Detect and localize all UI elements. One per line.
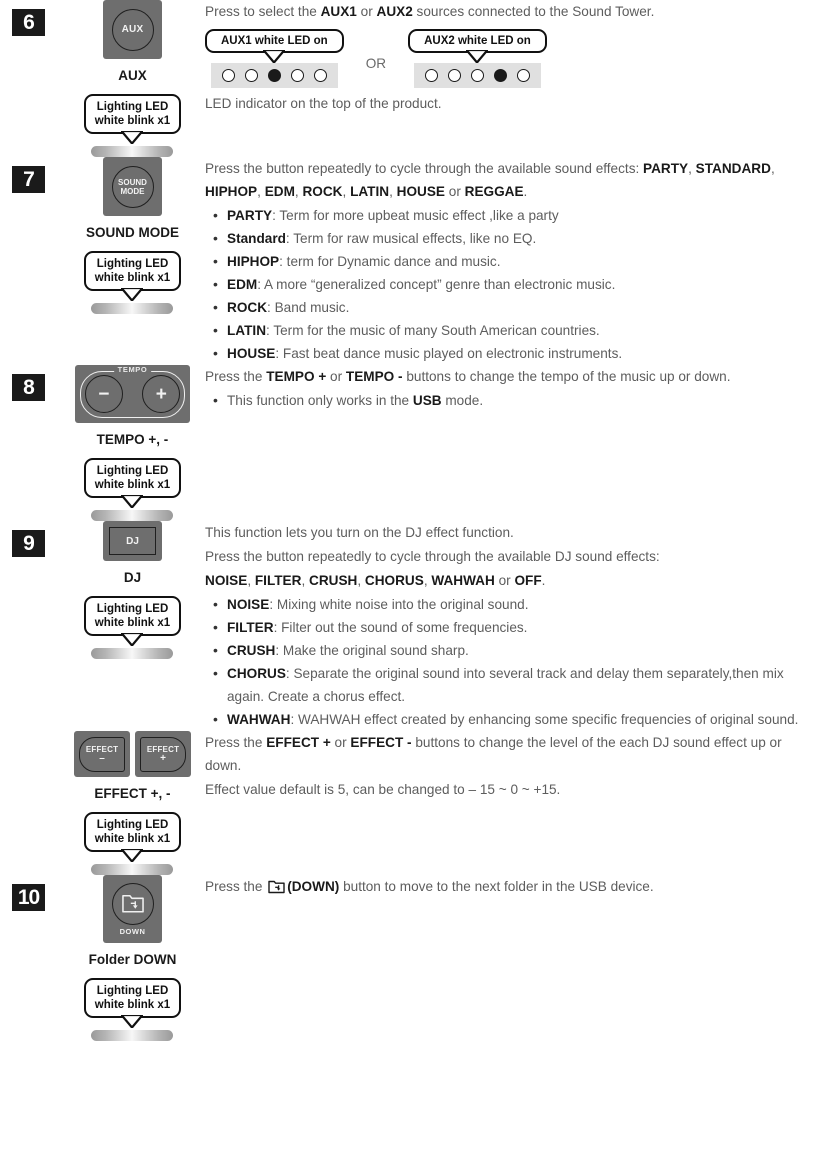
emphasis: WAHWAH [431,573,495,588]
emphasis: CHORUS [364,573,424,588]
callout-line-1: Lighting LED [96,819,169,831]
number-cell [0,365,60,521]
callout-line-1: Lighting LED [96,465,169,477]
emphasis: CRUSH [309,573,358,588]
callout-line-1: Lighting LED [96,985,169,997]
button-name-label: EFFECT +, - [94,786,171,801]
emphasis: AUX1 [320,4,357,19]
list-item: • LATIN: Term for the music of many South American countries. [205,319,821,342]
emphasis: AUX2 [376,4,413,19]
led-bar-indicator [91,864,173,875]
list-item: • ROCK: Band music. [205,296,821,319]
lighting-led-callout [84,94,181,157]
list-item: • PARTY: Term for more upbeat music effect ,like a party [205,204,821,227]
table-row [0,157,821,365]
led-bar-indicator [91,146,173,157]
aux-button-icon[interactable]: AUX [103,0,162,59]
desc-line: This function lets you turn on the DJ effect function. [205,525,514,540]
number-cell [0,0,60,157]
emphasis: LATIN [350,184,390,199]
lighting-led-callout [84,978,181,1041]
list-item: • WAHWAH: WAHWAH effect created by enhancing some specific frequencies of original sound. [205,708,821,731]
lighting-led-callout [84,251,181,314]
emphasis: (DOWN) [287,879,340,894]
description-cell [205,731,821,875]
led-dot [425,69,438,82]
callout-line-2: white blink x1 [94,272,171,284]
emphasis: TEMPO - [345,369,403,384]
callout-tail-icon [263,50,285,63]
bullet-term: HOUSE [227,346,276,361]
folder-down-button-icon[interactable]: DOWN [103,875,162,943]
callout-tail-icon [121,288,143,301]
led-bar-indicator [91,648,173,659]
emphasis: HOUSE [396,184,445,199]
button-cell [60,731,205,875]
list-item: • NOISE: Mixing white noise into the original sound. [205,593,821,616]
bullet-term: HIPHOP [227,254,280,269]
desc-intro: Press the TEMPO + or TEMPO - buttons to change the tempo of the music up or down. [205,369,731,384]
number-cell [0,157,60,365]
led-strip [414,63,541,88]
callout-line-2: white blink x1 [94,999,171,1011]
table-row [0,875,821,1041]
description-cell [205,875,821,1041]
description-cell [205,0,821,157]
list-item: • CRUSH: Make the original sound sharp. [205,639,821,662]
bullet-term: LATIN [227,323,267,338]
bullet-term: CRUSH [227,643,276,658]
bullet-term: NOISE [227,597,270,612]
callout-line-2: white blink x1 [94,617,171,629]
emphasis: REGGAE [464,184,524,199]
list-item: • Standard: Term for raw musical effects, like no EQ. [205,227,821,250]
bullet-list [205,593,821,731]
led-dot [448,69,461,82]
bullet-term: WAHWAH [227,712,291,727]
button-cell [60,521,205,731]
desc-line: Press the button repeatedly to cycle through the available DJ sound effects: [205,549,660,564]
tempo-minus-button[interactable]: − [85,375,123,413]
led-dot [471,69,484,82]
callout-tail-icon [121,849,143,862]
callout-line-1: Lighting LED [96,101,169,113]
folder-down-icon [121,893,145,914]
table-row [0,0,821,157]
emphasis: TEMPO + [266,369,327,384]
button-cell [60,365,205,521]
bullet-term: ROCK [227,300,268,315]
tempo-button-icon[interactable]: TEMPO − + [75,365,190,423]
emphasis: FILTER [254,573,302,588]
step-number-badge: 10 [12,884,45,911]
button-cell [60,157,205,365]
number-cell [0,521,60,731]
emphasis: EFFECT - [350,735,412,750]
callout-box [84,812,181,852]
bullet-term: FILTER [227,620,274,635]
led-dot [517,69,530,82]
list-item: • This function only works in the USB mode. [205,389,821,412]
callout-line-2: white blink x1 [94,833,171,845]
led-strip [211,63,338,88]
description-cell [205,521,821,731]
callout-line-1: Lighting LED [96,258,169,270]
number-cell-empty [0,731,60,875]
desc-intro: Press the button repeatedly to cycle through the available sound effects: PARTY, STANDARD, HIPHOP, EDM, ROCK, LATIN, HOUSE or REGGAE. [205,161,775,199]
bullet-term: Standard [227,231,286,246]
callout-tail-icon [121,633,143,646]
bullet-term: USB [412,393,442,408]
led-group-label: AUX1 white LED on [205,29,344,53]
description-cell [205,365,821,521]
lighting-led-callout [84,458,181,521]
emphasis: STANDARD [695,161,771,176]
emphasis: ROCK [302,184,343,199]
led-dot [245,69,258,82]
lighting-led-callout [84,812,181,875]
emphasis: EDM [264,184,295,199]
led-dot-on [268,69,281,82]
callout-box [84,94,181,134]
callout-box [84,251,181,291]
button-name-label: DJ [123,570,142,585]
button-name-label: SOUND MODE [85,225,179,240]
desc-footer: LED indicator on the top of the product. [205,96,442,111]
callout-tail-icon [121,131,143,144]
lighting-led-callout [84,596,181,659]
callout-tail-icon [121,1015,143,1028]
led-bar-indicator [91,510,173,521]
step-number-badge: 6 [12,9,45,36]
bullet-term: PARTY [227,208,273,223]
desc-intro: Press to select the AUX1 or AUX2 sources connected to the Sound Tower. [205,4,655,19]
button-name-label: Folder DOWN [88,952,177,967]
desc-intro: Press the (DOWN) button to move to the next folder in the USB device. [205,879,654,894]
effect-minus-button-icon[interactable]: EFFECT – [74,731,130,777]
list-item: • CHORUS: Separate the original sound into several track and delay them separately,then mix again. Create a chorus effect. [205,662,821,708]
list-item: • HOUSE: Fast beat dance music played on electronic instruments. [205,342,821,365]
callout-line-1: Lighting LED [96,603,169,615]
callout-tail-icon [121,495,143,508]
led-indicator-diagram [205,29,821,88]
button-name-label: AUX [118,68,147,83]
bullet-term: EDM [227,277,258,292]
list-item: • HIPHOP: term for Dynamic dance and music. [205,250,821,273]
effect-plus-button-icon[interactable]: EFFECT + [135,731,191,777]
callout-box [84,596,181,636]
led-diagram-separator: OR [365,56,387,71]
folder-down-inline-icon [268,879,285,894]
led-bar-indicator [91,1030,173,1041]
dj-button-icon[interactable]: DJ [103,521,162,561]
led-dot [314,69,327,82]
bullet-list [205,389,821,412]
led-group-label: AUX2 white LED on [408,29,547,53]
callout-box [84,978,181,1018]
callout-line-2: white blink x1 [94,115,171,127]
led-dot [222,69,235,82]
step-number-badge: 7 [12,166,45,193]
emphasis: NOISE [205,573,248,588]
step-number-badge: 8 [12,374,45,401]
number-cell [0,875,60,1041]
button-cell [60,0,205,157]
emphasis: EFFECT + [266,735,331,750]
callout-line-2: white blink x1 [94,479,171,491]
desc-line: Effect value default is 5, can be changed to – 15 ~ 0 ~ +15. [205,782,561,797]
button-cell [60,875,205,1041]
emphasis: PARTY [643,161,689,176]
bullet-list [205,204,821,365]
step-number-badge: 9 [12,530,45,557]
callout-box [84,458,181,498]
emphasis: HIPHOP [205,184,258,199]
tempo-plus-button[interactable]: + [142,375,180,413]
button-name-label: TEMPO +, - [96,432,169,447]
list-item: • EDM: A more “generalized concept” genre than electronic music. [205,273,821,296]
table-row [0,521,821,731]
sound-mode-button-icon[interactable]: SOUND MODE [103,157,162,216]
bullet-term: CHORUS [227,666,286,681]
desc-intro: Press the EFFECT + or EFFECT - buttons to change the level of the each DJ sound effect up or down. [205,735,782,773]
callout-tail-icon [466,50,488,63]
table-row [0,365,821,521]
led-dot [291,69,304,82]
desc-effects: NOISE, FILTER, CRUSH, CHORUS, WAHWAH or OFF. [205,573,546,588]
led-bar-indicator [91,303,173,314]
led-dot-on [494,69,507,82]
description-cell [205,157,821,365]
emphasis: OFF [514,573,542,588]
led-group [408,29,547,88]
list-item: • FILTER: Filter out the sound of some frequencies. [205,616,821,639]
table-row [0,731,821,875]
led-group [205,29,344,88]
